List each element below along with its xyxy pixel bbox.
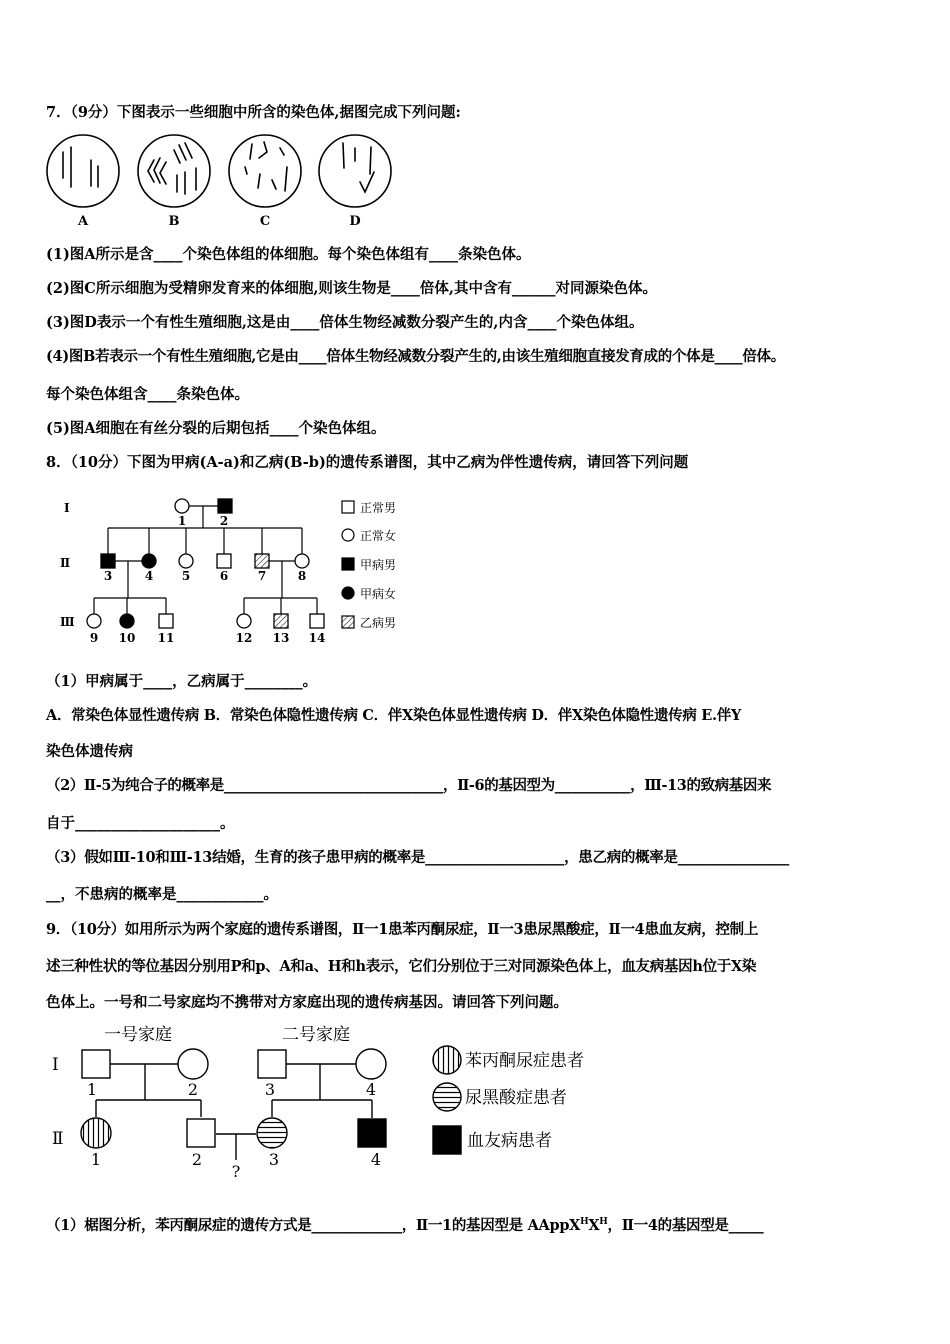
generation-label-3: Ⅲ [60,615,75,629]
q8-line-5: 自于____________________。 [46,815,235,832]
q9-stem-3: 色体上。一号和二号家庭均不携带对方家庭出现的遗传病基因。请回答下列问题。 [46,994,568,1011]
person-label-II-4: 4 [144,569,154,583]
q8-pedigree-figure [46,488,426,653]
person-label-II-5: 5 [181,569,191,583]
generation-label-1: Ⅰ [64,501,70,515]
family-2-title: 二号家庭 [282,1025,350,1045]
person-II-4 [142,554,156,568]
legend-disease-a-male-symbol [342,558,354,570]
q9-line-1 [46,1212,763,1236]
q8-line-6: （3）假如Ⅲ-10和Ⅲ-13结婚，生育的孩子患甲病的概率是____________________，患乙病的概率是________________ [46,849,789,866]
family-1-title: 一号家庭 [104,1025,172,1045]
fam-label-II-3: 3 [268,1150,280,1169]
legend-disease-a-female: 甲病女 [360,587,397,601]
person-label-II-8: 8 [297,569,307,583]
q7-chromosome-figure [40,130,400,230]
person-III-9 [87,614,101,628]
fam-person-I-3 [258,1050,286,1078]
person-II-3 [101,554,115,568]
person-label-II-3: 3 [103,569,113,583]
q8-line-2: A．常染色体显性遗传病 B．常染色体隐性遗传病 C．伴X染色体显性遗传病 D．伴X染色体隐性遗传病 E.伴Y [46,707,742,724]
q7-stem: 7．（9分）下图表示一些细胞中所含的染色体,据图完成下列问题: [46,104,461,121]
fam-label-II-4: 4 [370,1150,382,1169]
person-label-III-11: 11 [157,631,175,645]
q9-generation-label-2: Ⅱ [52,1129,64,1149]
person-label-III-14: 14 [308,631,326,645]
q7-line-1: (1)图A所示是含____个染色体组的体细胞。每个染色体组有____条染色体。 [46,246,531,263]
cell-d-outline [319,135,391,207]
cell-b-label: B [168,214,180,229]
legend-normal-female: 正常女 [360,529,397,543]
fam-label-II-1: 1 [90,1150,102,1169]
person-III-11 [159,614,173,628]
q9-q1-sup2: H [599,1217,608,1227]
person-label-II-6: 6 [219,569,229,583]
q7-line-6: (5)图A细胞在有丝分裂的后期包括____个染色体组。 [46,420,386,437]
person-I-2 [218,499,232,513]
q8-line-4: （2）Ⅱ-5为纯合子的概率是________________________________，Ⅱ-6的基因型为___________，Ⅲ-13的致病基因来 [46,777,772,794]
fam-label-I-2: 2 [187,1080,199,1099]
person-label-I-1: 1 [177,514,187,528]
q7-line-2: (2)图C所示细胞为受精卵发育来的体细胞,则该生物是____倍体,其中含有______对同源染色体。 [46,280,657,297]
person-III-13 [274,614,288,628]
q9-q1-text-after: ，Ⅱ一4的基因型是_____ [607,1216,764,1234]
q8-line-3: 染色体遗传病 [46,743,133,760]
legend-normal-male-symbol [342,501,354,513]
person-label-II-7: 7 [257,569,267,583]
legend-hemophilia-symbol [433,1126,461,1154]
fam-person-II-3 [257,1118,287,1148]
cell-a-label: A [77,214,89,229]
cell-a-outline [47,135,119,207]
q9-stem-2: 述三种性状的等位基因分别用P和p、A和a、H和h表示，它们分别位于三对同源染色体上，血友病基因h位于X染 [46,958,757,975]
q7-line-4: (4)图B若表示一个有性生殖细胞,它是由____倍体生物经减数分裂产生的,由该生殖细胞直接发育成的个体是____倍体。 [46,348,785,365]
person-II-7 [255,554,269,568]
person-II-5 [179,554,193,568]
person-III-10 [120,614,134,628]
fam-person-II-1 [81,1118,111,1148]
legend-pku: 苯丙酮尿症患者 [465,1051,584,1071]
q7-line-5: 每个染色体组含____条染色体。 [46,386,249,403]
person-II-8 [295,554,309,568]
q9-pedigree-figure [46,1020,606,1182]
q9-stem-1: 9．（10分）如用所示为两个家庭的遗传系谱图，Ⅱ一1患苯丙酮尿症，Ⅱ一3患尿黑酸症，Ⅱ一4患血友病，控制上 [46,921,759,938]
unknown-child-mark: ? [231,1162,241,1181]
person-label-III-12: 12 [235,631,253,645]
cell-c-label: C [259,214,271,229]
fam-person-I-4 [356,1049,386,1079]
legend-normal-female-symbol [342,529,354,541]
q8-stem: 8．（10分）下图为甲病(A-a)和乙病(B-b)的遗传系谱图，其中乙病为伴性遗传病，请回答下列问题 [46,454,689,471]
fam-person-I-1 [82,1050,110,1078]
q8-line-1: （1）甲病属于____，乙病属于________。 [46,673,318,690]
person-III-12 [237,614,251,628]
fam-person-II-4 [358,1119,386,1147]
fam-label-I-1: 1 [86,1080,98,1099]
person-III-14 [310,614,324,628]
q9-q1-text-mid: X [588,1216,600,1234]
legend-normal-male: 正常男 [360,501,397,515]
q9-q1-sup1: H [580,1217,589,1227]
person-I-1 [175,499,189,513]
person-label-III-13: 13 [272,631,290,645]
person-label-I-2: 2 [219,514,229,528]
legend-disease-b-male: 乙病男 [360,616,397,630]
q7-line-3: (3)图D表示一个有性生殖细胞,这是由____倍体生物经减数分裂产生的,内含____个染色体组。 [46,314,644,331]
q9-q1-text-before: （1）椐图分析，苯丙酮尿症的遗传方式是_____________，Ⅱ一1的基因型是 AAppX [46,1216,581,1234]
fam-person-I-2 [178,1049,208,1079]
legend-hemophilia: 血友病患者 [467,1131,552,1151]
fam-person-II-2 [187,1119,215,1147]
fam-label-II-2: 2 [191,1150,203,1169]
q8-line-7: __，不患病的概率是____________。 [46,886,278,903]
legend-disease-a-male: 甲病男 [360,558,397,572]
cell-d-label: D [349,214,361,229]
person-label-III-9: 9 [89,631,99,645]
legend-alkaptonuria-symbol [433,1083,461,1111]
legend-alkaptonuria: 尿黑酸症患者 [465,1088,567,1108]
person-label-III-10: 10 [118,631,136,645]
legend-pku-symbol [433,1046,461,1074]
legend-disease-b-male-symbol [342,616,354,628]
legend-disease-a-female-symbol [342,587,354,599]
person-II-6 [217,554,231,568]
fam-label-I-3: 3 [264,1080,276,1099]
q9-generation-label-1: Ⅰ [52,1055,59,1075]
fam-label-I-4: 4 [365,1080,377,1099]
generation-label-2: Ⅱ [60,556,71,570]
